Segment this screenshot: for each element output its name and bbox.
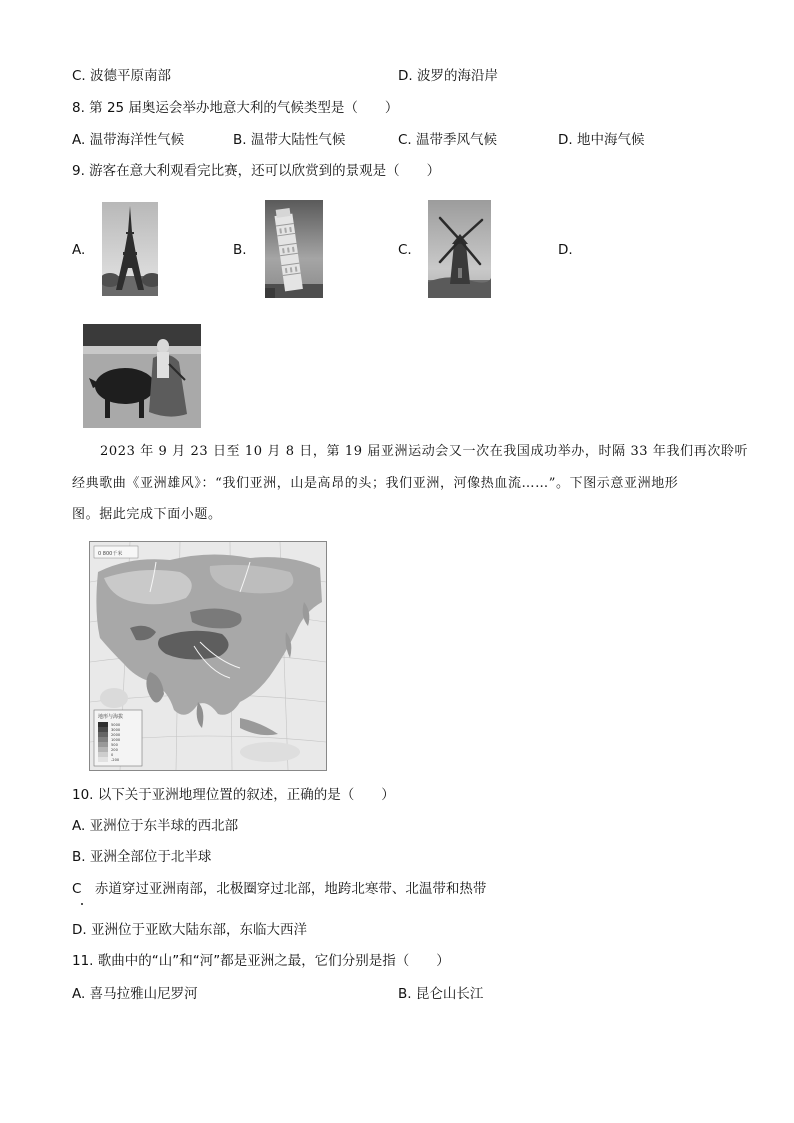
eiffel-tower-photo [102,202,158,296]
q9-option-d: D. [558,242,573,258]
q9-option-c: C. [398,242,412,258]
legend-value: 2000 [111,733,121,737]
q10-option-a: A. 亚洲位于东半球的西北部 [72,818,239,834]
q9-option-b: B. [233,242,247,258]
q11-option-b: B. 昆仑山长江 [398,986,484,1002]
q8-option-b: B. 温带大陆性气候 [233,132,346,148]
windmill-photo [428,200,491,298]
bullfighting-photo [83,324,201,428]
q10-option-c: C 赤道穿过亚洲南部，北极圈穿过北部，地跨北寒带、北温带和热带 [72,881,487,897]
q7-option-c: C. 波德平原南部 [72,68,172,84]
legend-value: 500 [111,743,118,747]
q8-option-d: D. 地中海气候 [558,132,645,148]
map-scale-label: 0 800千米 [98,551,123,557]
legend-value: 0 [111,753,114,757]
q11-stem: 11. 歌曲中的“山”和“河”都是亚洲之最，它们分别是指（ ） [72,953,450,969]
legend-value: 3000 [111,728,121,732]
leaning-tower-of-pisa-photo [265,200,323,298]
q10-option-b: B. 亚洲全部位于北半球 [72,849,212,865]
q10-stem: 10. 以下关于亚洲地理位置的叙述，正确的是（ ） [72,787,395,803]
legend-value: 200 [111,748,118,752]
legend-value: -200 [111,758,120,762]
passage-line-3: 图。据此完成下面小题。 [72,507,222,522]
q7-option-d: D. 波罗的海沿岸 [398,68,498,84]
q8-option-a: A. 温带海洋性气候 [72,132,185,148]
q11-option-a: A. 喜马拉雅山尼罗河 [72,986,198,1002]
passage-line-1: 2023 年 9 月 23 日至 10 月 8 日，第 19 届亚洲运动会又一次在我国成功举办，时隔 33 年我们再次聆听 [100,444,749,459]
q8-stem: 8. 第 25 届奥运会举办地意大利的气候类型是（ ） [72,100,399,116]
map-legend-title: 地形与海拔 [98,714,124,720]
q9-option-a: A. [72,242,86,258]
q8-option-c: C. 温带季风气候 [398,132,498,148]
legend-value: 1000 [111,738,121,742]
scan-speck [81,903,83,905]
passage-line-2: 经典歌曲《亚洲雄风》：“我们亚洲，山是高昂的头；我们亚洲，河像热血流……”。下图示意亚洲地形 [72,476,679,491]
asia-topographic-map [89,541,327,771]
legend-value: 5000 [111,723,121,727]
q9-stem: 9. 游客在意大利观看完比赛，还可以欣赏到的景观是（ ） [72,163,441,179]
q10-option-d: D. 亚洲位于亚欧大陆东部，东临大西洋 [72,922,307,938]
